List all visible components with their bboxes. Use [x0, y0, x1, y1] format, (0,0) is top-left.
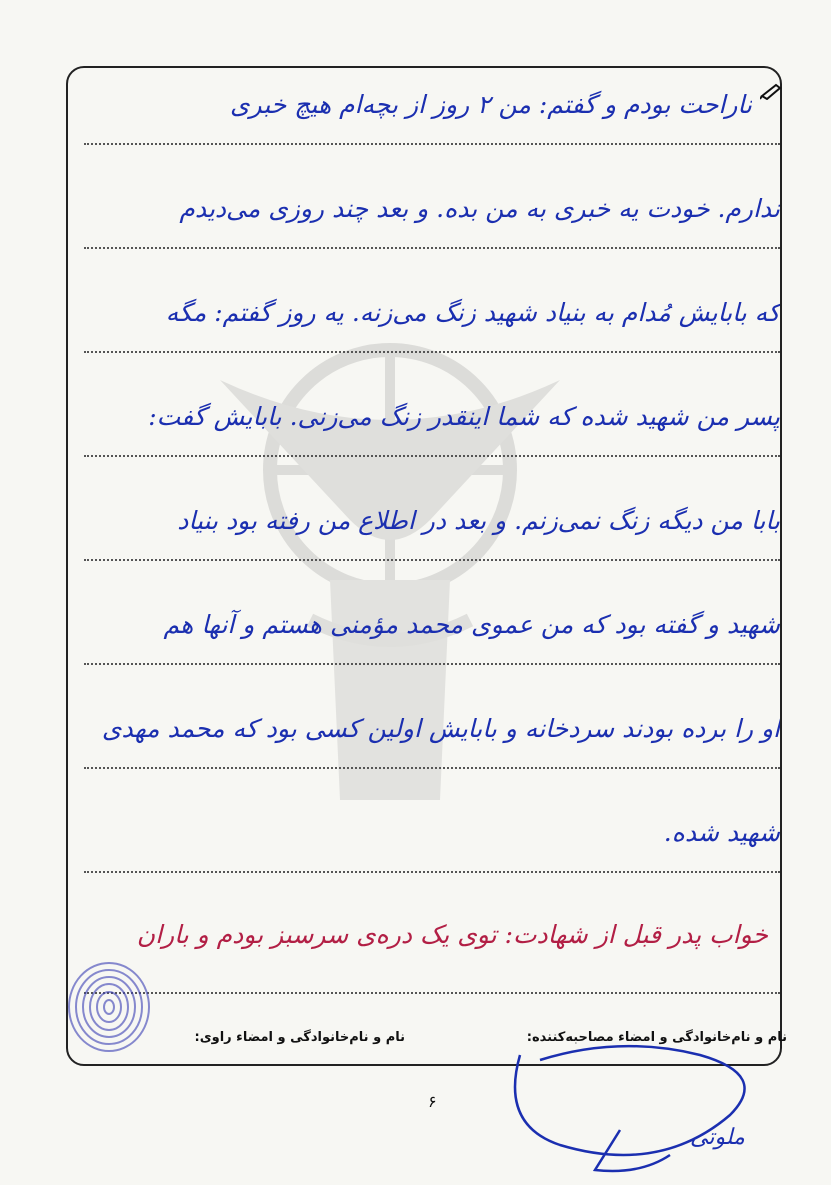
line-text: شهید شده.	[663, 818, 780, 847]
handwritten-line-8	[84, 798, 780, 902]
dotted-rule	[84, 351, 780, 353]
line-text: ندارم. خودت یه خبری به من بده. و بعد چند روزی می‌دیدم	[179, 194, 780, 223]
handwritten-line-6	[84, 590, 780, 694]
handwritten-line-3	[84, 278, 780, 382]
fingerprint-mark	[62, 960, 157, 1055]
dotted-rule	[84, 871, 780, 873]
signature-mark	[500, 1035, 770, 1185]
handwritten-line-4	[84, 382, 780, 486]
dotted-rule	[84, 455, 780, 457]
line-text: پسر من شهید شده که شما اینقدر زنگ می‌زنی. بابایش گفت:	[148, 402, 780, 431]
narrator-signature-label: نام و نام‌خانوادگی و امضاء راوی:	[194, 1030, 405, 1045]
handwritten-line-7	[84, 694, 780, 798]
signature-handwriting: ملوتی	[690, 1125, 745, 1150]
handwritten-line-5	[84, 486, 780, 590]
interviewer-signature-label: نام و نام‌خانوادگی و امضاء مصاحبه‌کننده:	[526, 1030, 787, 1045]
line-text: بابا من دیگه زنگ نمی‌زنم. و بعد در اطلاع من رفته بود بنیاد	[177, 506, 780, 535]
handwritten-line-2	[84, 174, 780, 278]
dotted-rule	[84, 247, 780, 249]
dotted-rule	[84, 143, 780, 145]
dotted-rule	[84, 663, 780, 665]
dotted-rule	[84, 992, 780, 994]
line-text: شهید و گفته بود که من عموی محمد مؤمنی هستم و آنها هم	[163, 610, 780, 639]
line-text: ناراحت بودم و گفتم: من ۲ روز از بچه‌ام هیچ خبری	[229, 90, 752, 119]
red-handwritten-note: خواب پدر قبل از شهادت: توی یک دره‌ی سرسبز بودم و باران	[136, 920, 768, 949]
handwritten-line-1	[84, 70, 780, 174]
dotted-rule	[84, 559, 780, 561]
dotted-rule	[84, 767, 780, 769]
line-text: که بابایش مُدام به بنیاد شهید زنگ می‌زنه. یه روز گفتم: مگه	[165, 298, 780, 327]
line-text: او را برده بودند سردخانه و بابایش اولین کسی بود که محمد مهدی	[101, 714, 780, 743]
page-number: ۶	[428, 1092, 437, 1111]
